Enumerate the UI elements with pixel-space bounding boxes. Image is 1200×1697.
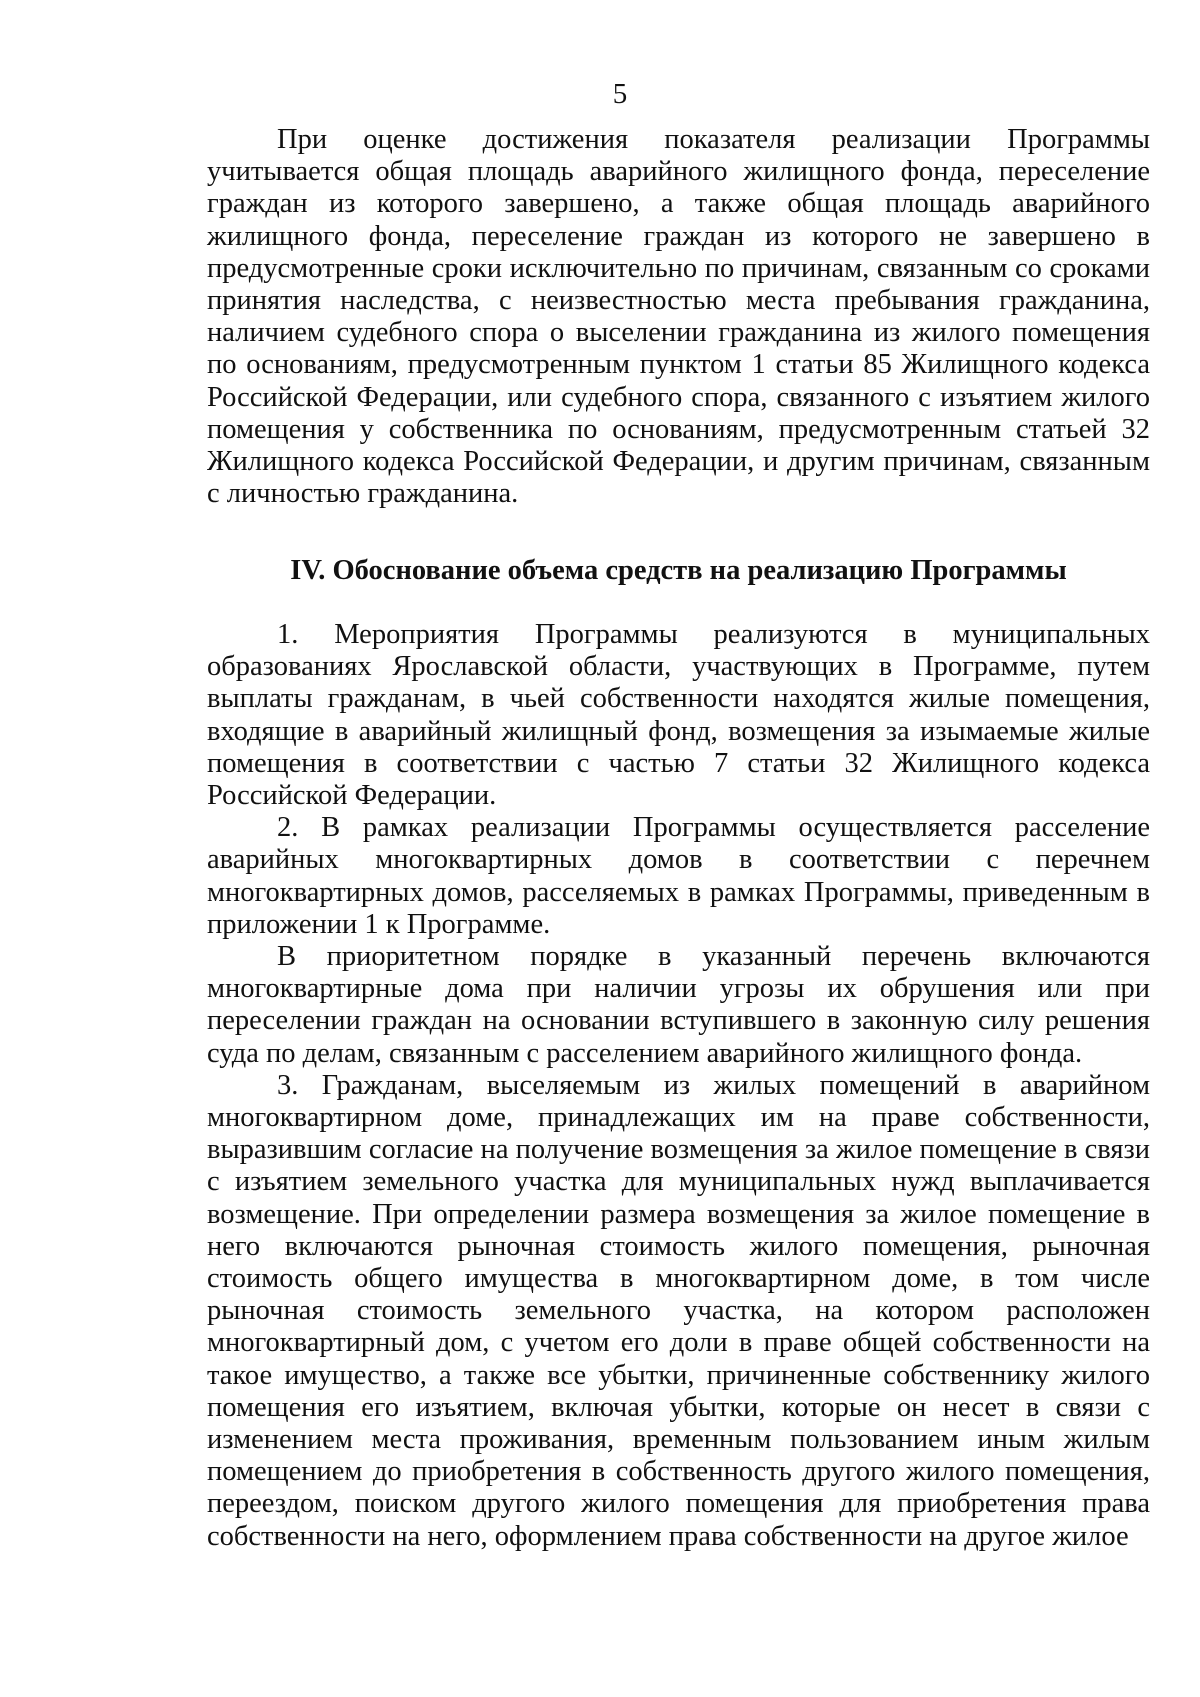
paragraph-3: 3. Гражданам, выселяемым из жилых помещений в аварийном многоквартирном доме, принадлежащих им на праве собственности, выразившим согласие на получение возмещения за жилое помещение в связи с изъятием земельного участка для муниципальных нужд выплачивается возмещение. При определении размера возмещения за жилое помещение в него включаются рыночная стоимость жилого помещения, рыночная стоимость общего имущества в многоквартирном доме, в том числе рыночная стоимость земельного участка, на котором расположен многоквартирный дом, с учетом его доли в праве общей собственности на такое имущество, а также все убытки, причиненные собственнику жилого помещения его изъятием, включая убытки, которые он несет в связи с изменением места проживания, временным пользованием иным жилым помещением до приобретения в собственность другого жилого помещения, переездом, поиском другого жилого помещения для приобретения права собственности на него, оформлением права собственности на другое жилое: [207, 1069, 1150, 1552]
paragraph-2-continued: В приоритетном порядке в указанный перечень включаются многоквартирные дома при наличии угрозы их обрушения или при переселении граждан на основании вступившего в законную силу решения суда по делам, связанным с расселением аварийного жилищного фонда.: [207, 941, 1150, 1069]
section-body: [207, 619, 1150, 1553]
intro-paragraph: При оценке достижения показателя реализации Программы учитывается общая площадь аварийного жилищного фонда, переселение граждан из которого завершено, а также общая площадь аварийного жилищного фонда, переселение граждан из которого не завершено в предусмотренные сроки исключительно по причинам, связанным со сроками принятия наследства, с неизвестностью места пребывания гражданина, наличием судебного спора о выселении гражданина из жилого помещения по основаниям, предусмотренным пунктом 1 статьи 85 Жилищного кодекса Российской Федерации, или судебного спора, связанного с изъятием жилого помещения у собственника по основаниям, предусмотренным статьей 32 Жилищного кодекса Российской Федерации, и другим причинам, связанным с личностью гражданина.: [207, 124, 1150, 510]
section-heading: IV. Обоснование объема средств на реализацию Программы: [290, 555, 1067, 586]
intro-section: [207, 124, 1150, 510]
paragraph-2: 2. В рамках реализации Программы осуществляется расселение аварийных многоквартирных домов в соответствии с перечнем многоквартирных домов, расселяемых в рамках Программы, приведенным в приложении 1 к Программе.: [207, 812, 1150, 940]
paragraph-1: 1. Мероприятия Программы реализуются в муниципальных образованиях Ярославской области, участвующих в Программе, путем выплаты гражданам, в чьей собственности находятся жилые помещения, входящие в аварийный жилищный фонд, возмещения за изымаемые жилые помещения в соответствии с частью 7 статьи 32 Жилищного кодекса Российской Федерации.: [207, 619, 1150, 812]
page-number: 5: [612, 78, 628, 110]
